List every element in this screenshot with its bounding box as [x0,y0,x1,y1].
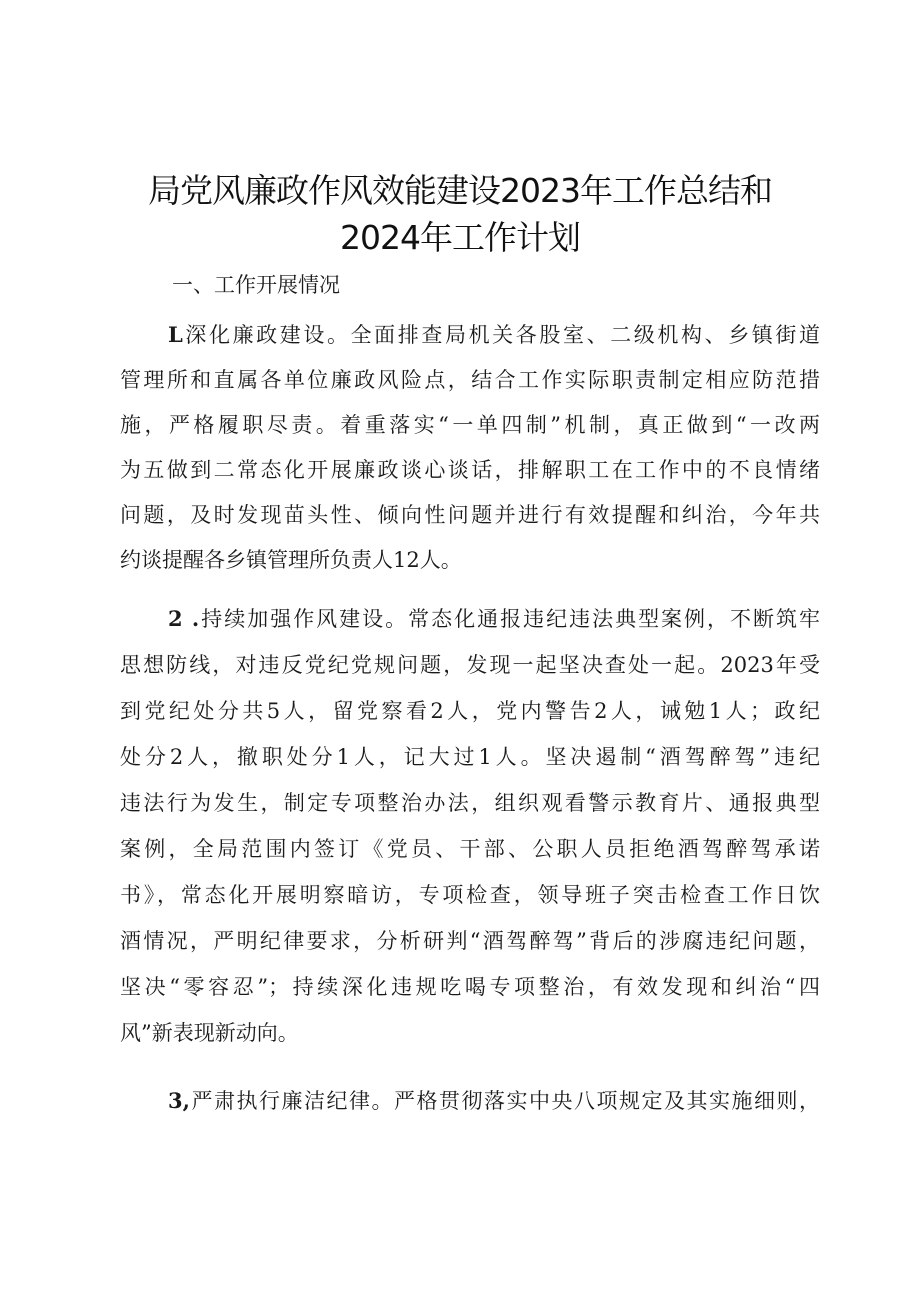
paragraph-1-line-1 [168,313,820,357]
paragraph-2-line-6: 案例，全局范围内签订《党员、干部、公职人员拒绝酒驾醉驾承诺 [120,837,820,861]
paragraph-2-line-8: 酒情况，严明纪律要求，分析研判“酒驾醉驾”背后的涉腐违纪问题， [120,929,820,953]
paragraph-3-number: 3, [168,1088,190,1113]
paragraph-2-line-1 [168,597,820,641]
paragraph-3-line-1 [168,1079,820,1123]
section-heading: 一、工作开展情况 [172,273,340,297]
paragraph-line-text: 深化廉政建设。全面排查局机关各股室、二级机构、乡镇街道 [182,323,820,347]
paragraph-1-line-3: 施，严格履职尽责。着重落实“一单四制”机制，真正做到“一改两 [120,413,820,437]
paragraph-2-line-2: 思想防线，对违反党纪党规问题，发现一起坚决查处一起。2023年受 [120,653,820,677]
paragraph-1-line-2: 管理所和直属各单位廉政风险点，结合工作实际职责制定相应防范措 [120,368,820,392]
paragraph-line-text: 持续加强作风建设。常态化通报违纪违法典型案例，不断筑牢 [199,607,821,631]
paragraph-2-line-9: 坚决“零容忍”；持续深化违规吃喝专项整治，有效发现和纠治“四 [120,975,820,999]
document-title-line-1: 局党风廉政作风效能建设2023年工作总结和 [148,171,772,210]
paragraph-1-number: L [168,322,183,347]
paragraph-1-line-6: 约谈提醒各乡镇管理所负责人12人。 [120,548,462,572]
paragraph-1-line-4: 为五做到二常态化开展廉政谈心谈话，排解职工在工作中的不良情绪 [120,458,820,482]
paragraph-2-number: 2 . [168,606,200,631]
paragraph-2-line-7: 书》，常态化开展明察暗访，专项检查，领导班子突击检查工作日饮 [120,883,820,907]
paragraph-2-line-3: 到党纪处分共5人，留党察看2人，党内警告2人，诫勉1人；政纪 [120,699,820,723]
document-title-line-2: 2024年工作计划 [340,218,580,257]
paragraph-2-line-5: 违法行为发生，制定专项整治办法，组织观看警示教育片、通报典型 [120,791,820,815]
paragraph-2-line-4: 处分2人，撤职处分1人，记大过1人。坚决遏制“酒驾醉驾”违纪 [120,745,820,769]
paragraph-line-text: 严肃执行廉洁纪律。严格贯彻落实中央八项规定及其实施细则， [189,1089,820,1113]
paragraph-1-line-5: 问题，及时发现苗头性、倾向性问题并进行有效提醒和纠治，今年共 [120,503,820,527]
paragraph-2-line-10: 风”新表现新动向。 [120,1021,299,1045]
